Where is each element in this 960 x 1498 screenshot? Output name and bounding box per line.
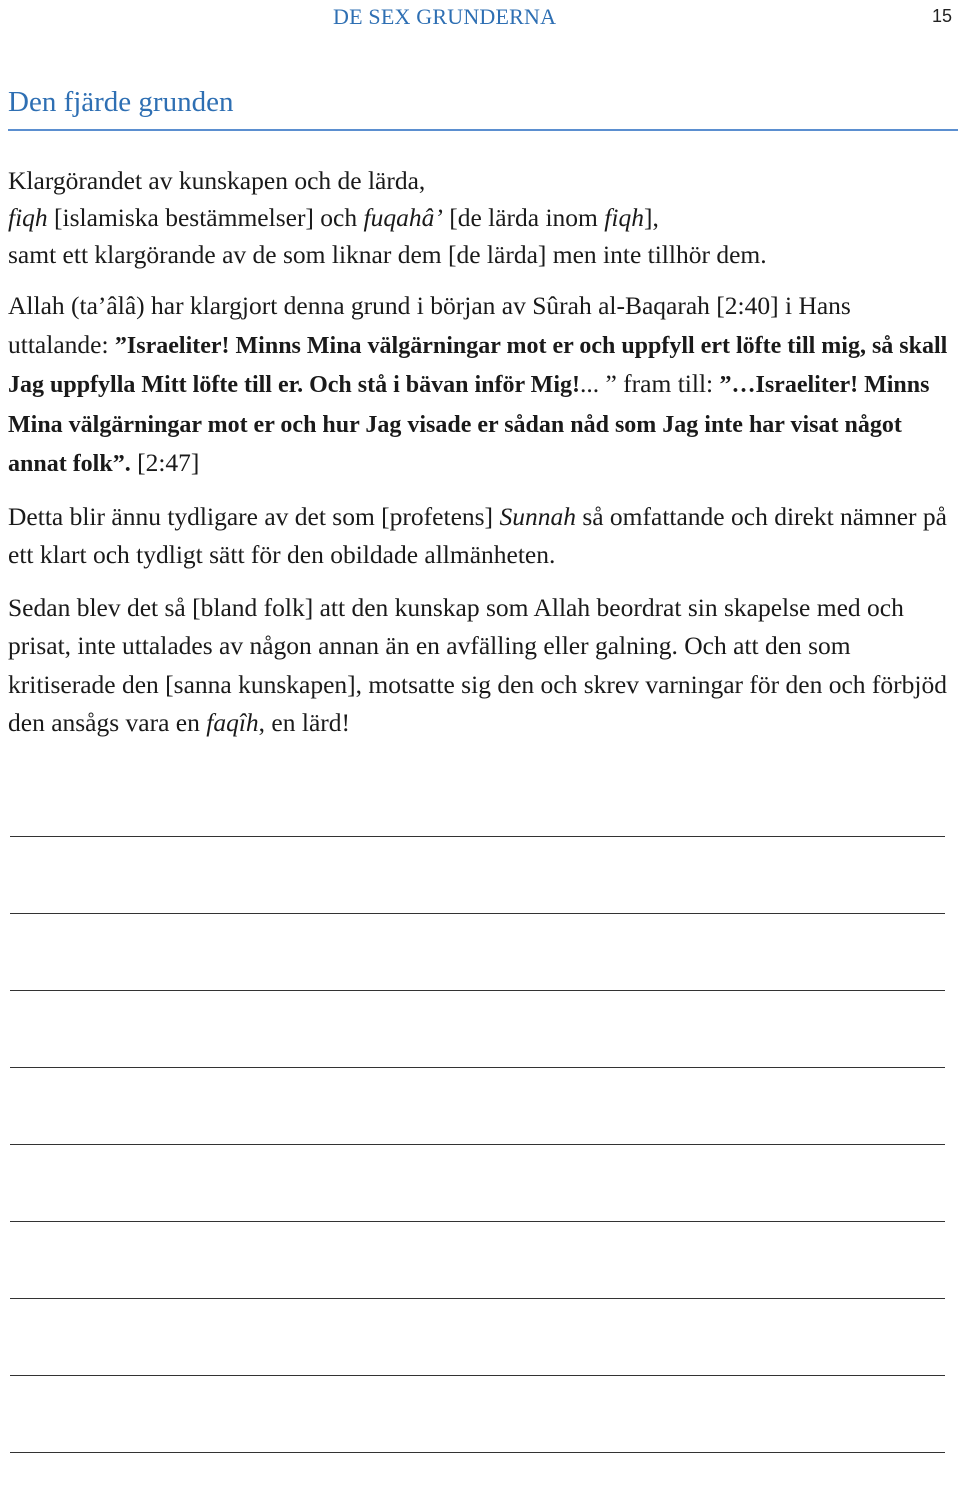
quran-quote: ”Israeliter! Minns Mina välgärningar mot er och uppfyll ert löfte till mig, så skall Jag uppfylla Mitt löfte till er. Och stå i bävan inför Mig! (8, 332, 948, 398)
note-line (10, 837, 945, 914)
running-header (0, 0, 960, 34)
paragraph-text: Sedan blev det så [bland folk] att den kunskap som Allah beordrat sin skapelse med och prisat, inte uttalades av någon annan än en avfälling eller galning. Och att den som kritiserade den [sanna kunskapen], motsatte sig den och skrev varningar för den och förbjöd den ansågs vara en (8, 592, 947, 737)
note-line (10, 914, 945, 991)
paragraph-text: Detta blir ännu tydligare av det som [profetens] (8, 501, 500, 531)
paragraph-text: ... ” fram till: (579, 369, 720, 398)
paragraph-knowledge (8, 589, 952, 743)
paragraph-text: , en lärd! (258, 708, 351, 737)
intro-line-3: samt ett klargörande av de som liknar dem [de lärda] men inte tillhör dem. (8, 240, 767, 269)
paragraph-sunnah (8, 498, 952, 575)
note-line (10, 1299, 945, 1376)
body-text (8, 162, 952, 743)
note-lines (10, 836, 945, 1453)
intro-line-1: Klargörandet av kunskapen och de lärda, (8, 166, 426, 195)
intro-text: [de lärda inom (442, 203, 605, 232)
note-line (10, 1145, 945, 1222)
note-line (10, 1376, 945, 1453)
term-fiqh: fiqh (8, 203, 48, 232)
term-sunnah: Sunnah (499, 501, 576, 531)
intro-text: [islamiska bestämmelser] och (47, 203, 364, 232)
verse-reference: [2:47] (130, 448, 200, 477)
note-line (10, 1068, 945, 1145)
intro-paragraph (8, 162, 952, 273)
page-number: 15 (931, 6, 952, 26)
term-fiqh: fiqh (604, 203, 644, 232)
paragraph-quran-quote (8, 287, 952, 484)
running-header-title: DE SEX GRUNDERNA (333, 4, 557, 29)
section-title: Den fjärde grunden (8, 86, 234, 118)
term-fuqaha: fuqahâ’ (363, 203, 443, 232)
paragraph-text: så omfattande och direkt nämner på ett klart och tydligt sätt för den obildade allmänheten. (8, 501, 947, 569)
note-line (10, 1222, 945, 1299)
term-faqih: faqîh (206, 708, 259, 737)
intro-text: ], (643, 203, 659, 232)
paragraph-text: Allah (ta’âlâ) har klargjort denna grund i början av Sûrah al-Baqarah [2:40] i Hans uttalande: (8, 291, 851, 359)
note-line (10, 991, 945, 1068)
title-underline (8, 129, 958, 131)
quran-quote: ”…Israeliter! Minns Mina välgärningar mot er och hur Jag visade er sådan nåd som Jag inte har visat något annat folk”. (8, 372, 930, 477)
